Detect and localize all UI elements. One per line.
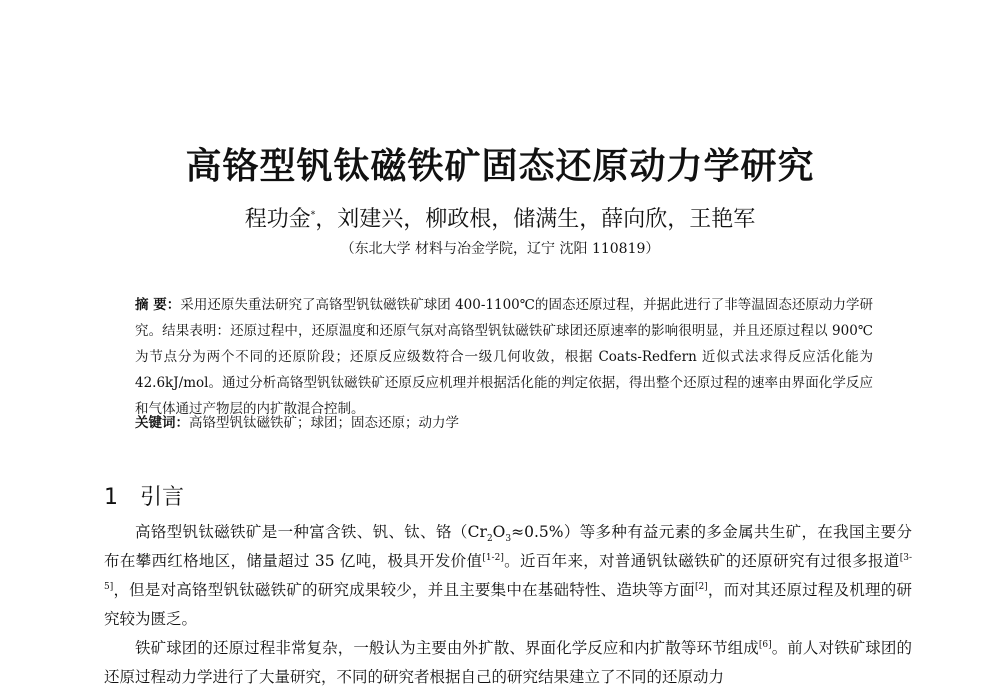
keywords	[135, 412, 873, 434]
citation: [1-2]	[482, 552, 504, 563]
keywords-text: 高铬型钒钛磁铁矿；球团；固态还原；动力学	[189, 415, 459, 431]
citation: [6]	[758, 639, 772, 650]
abstract-text: 采用还原失重法研究了高铬型钒钛磁铁矿球团 400-1100℃的固态还原过程，并据此进行了非等温固态还原动力学研究。结果表明：还原过程中，还原温度和还原气氛对高铬型钒钛磁铁矿球团还原速率的影响很明显，并且还原过程以 900℃为节点分为两个不同的还原阶段；还原反应级数符合一级几何收敛，根据 Coats-Redfern 近似式法求得反应活化能为 42.6kJ/mol。通过分析高铬型钒钛磁铁矿还原反应机理并根据活化能的判定依据，得出整个还原过程的速率由界面化学反应和气体通过产物层的内扩散混合控制。	[135, 297, 873, 417]
text-run: ，而对其还原过程及机理的研究较为匮乏。	[104, 581, 912, 628]
keywords-label: 关键词：	[135, 415, 189, 431]
other-authors: ，刘建兴，柳政根，储满生，薛向欣，王艳军	[315, 207, 756, 232]
subscript: 2	[486, 534, 493, 545]
text-run: 。近百年来，对普通钒钛磁铁矿的还原研究有过很多报道	[503, 552, 900, 570]
text-run: 高铬型钒钛磁铁矿是一种富含铁、钒、钛、铬（Cr	[135, 523, 487, 541]
citation: [3-5]	[104, 552, 912, 592]
section-heading	[104, 480, 184, 511]
paragraph-2	[104, 634, 912, 692]
affiliation: （东北大学 材料与冶金学院，辽宁 沈阳 110819）	[340, 241, 660, 257]
corresponding-mark: *	[310, 210, 316, 221]
first-author: 程功金	[244, 207, 311, 232]
section-number: 1	[104, 485, 118, 510]
author-list	[0, 202, 1000, 233]
body-text	[104, 518, 912, 692]
text-run: O	[492, 523, 506, 541]
text-run: 。前人对铁矿球团的还原过程动力学进行了大量研究，不同的研究者根据自己的研究结果建立了不同的还原动力	[104, 639, 912, 686]
paragraph-1	[104, 518, 912, 634]
text-run: ≈0.5%）等多种有益元素的多金属共生矿，在我国主要分布在攀西红格地区，储量超过 35 亿吨，极具开发价值	[104, 523, 912, 570]
paper-title: 高铬型钒钛磁铁矿固态还原动力学研究	[185, 146, 815, 187]
text-run: ，但是对高铬型钒钛磁铁矿的研究成果较少，并且主要集中在基础特性、造块等方面	[113, 581, 695, 599]
citation: [2]	[694, 581, 708, 592]
subscript: 3	[505, 534, 512, 545]
text-run: 铁矿球团的还原过程非常复杂，一般认为主要由外扩散、界面化学反应和内扩散等环节组成	[135, 639, 759, 657]
section-title: 引言	[140, 485, 185, 510]
abstract-label: 摘 要：	[135, 297, 181, 313]
abstract	[135, 292, 873, 422]
